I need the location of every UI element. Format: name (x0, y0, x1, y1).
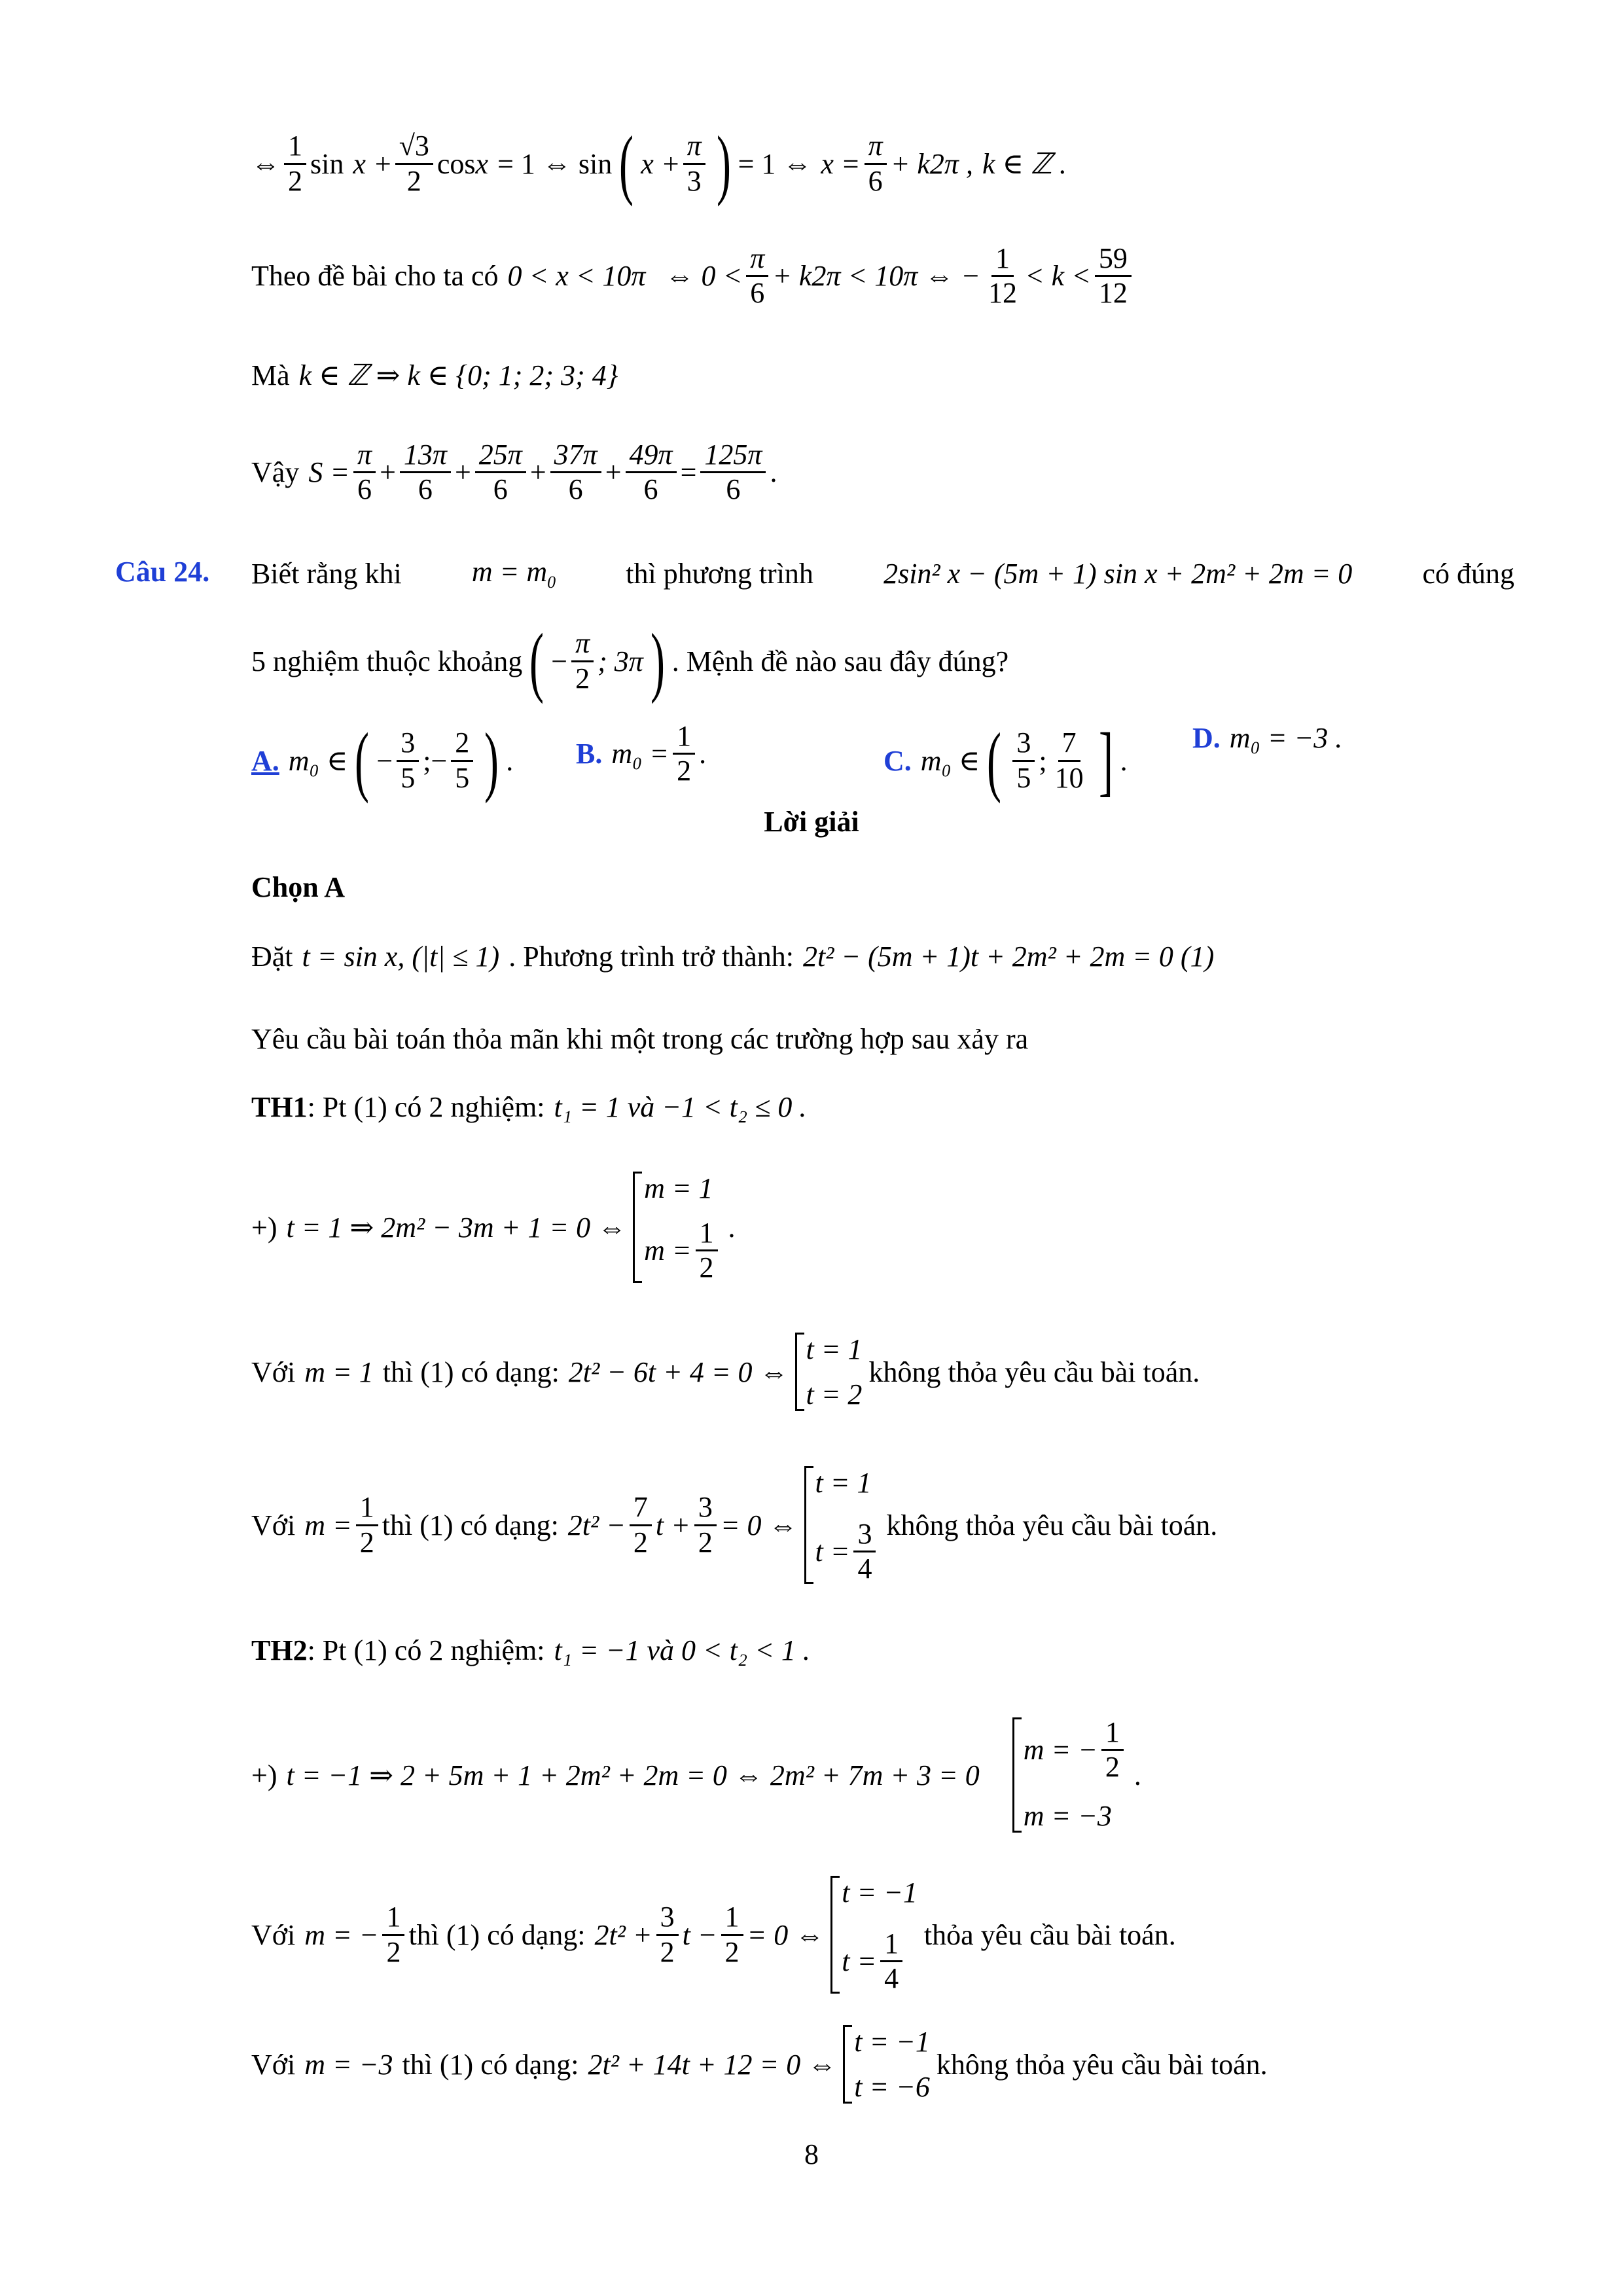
solution-line-2: Yêu cầu bài toán thỏa mãn khi một trong các trường hợp sau xảy ra (251, 1023, 1029, 1055)
case-2-a: +) t = −1 ⇒ 2 + 5m + 1 + 2m² + 2m = 0 ⇔ 2m² + 7m + 3 = 0 m = − $\frac{1}{2}$ m = −3 . (251, 1716, 1141, 1832)
equation-line-4: Vậy S = $\frac{\pi}{6}$ + $\frac{13\pi}{6}$ + $\frac{25\pi}{6}$ + $\frac{37\pi}{6}$ + $\frac{49\pi}{6}$ = $\frac{125\pi}{6}$ . (251, 439, 777, 506)
question-label: Câu 24. (115, 556, 210, 588)
option-a[interactable]: A. m₀ ∈ ( − $\frac{3}{5}$ ;− $\frac{2}{5}$ ) . (251, 717, 514, 804)
equiv-symbol: ⇔ (251, 147, 280, 180)
question-line-1: Biết rằng khi $m = m_0$ thì phương trình 2sin² x − (5m + 1) sin x + 2m² + 2m = 0 có đúng (251, 556, 1514, 592)
case-1-a: +) t = 1 ⇒ 2m² − 3m + 1 = 0 ⇔ m = 1 m = $\frac{1}{2}$ . (251, 1172, 736, 1283)
solution-title: Lời giải (764, 806, 859, 838)
option-b[interactable]: B. m₀ = $\frac{1}{2}$ . (576, 720, 707, 787)
case-1: TH1 : Pt (1) có 2 nghiệm: t₁ = 1 và −1 < t₂ ≤ 0 . (251, 1091, 807, 1123)
page-number: 8 (804, 2138, 819, 2170)
fraction: $\frac{59}{12}$ (1095, 243, 1132, 308)
case-1-b: Với m = 1 thì (1) có dạng: 2t² − 6t + 4 = 0 ⇔ t = 1 t = 2 không thỏa yêu cầu bài toán. (251, 1333, 1200, 1410)
case-2-b: Với m = − $\frac{1}{2}$ thì (1) có dạng: 2t² + $\frac{3}{2}$ t − $\frac{1}{2}$ = 0 ⇔ t = −1 t = $\frac{1}{4}$ thỏa yêu cầu bài toán. (251, 1876, 1176, 1994)
fraction: $\frac{\pi}{6}$ (865, 131, 887, 196)
case-1-c: Với m = $\frac{1}{2}$ thì (1) có dạng: 2t² − $\frac{7}{2}$ t + $\frac{3}{2}$ = 0 ⇔ t = 1 t = $\frac{3}{4}$ không thỏa yêu cầu bài toán. (251, 1467, 1218, 1585)
equation-line-1: ⇔ $\frac{1}{2}$ sin x + $\frac{√3}{2}$ cos x = 1 ⇔ sin ( x + $\frac{\pi}{3}$ ) = 1 ⇔ x = $\frac{\pi}{6}$ + k2π , k ∈ ℤ . (251, 120, 1067, 207)
equation-line-2: Theo đề bài cho ta có 0 < x < 10π ⇔ 0 < $\frac{\pi}{6}$ + k2π < 10π ⇔ − $\frac{1}{12}$ < k < $\frac{59}{12}$ (251, 243, 1135, 308)
question-line-2: 5 nghiệm thuộc khoảng ( − $\frac{\pi}{2}$ ; 3π ) . Mệnh đề nào sau đây đúng? (251, 617, 1009, 704)
equation-line-3: Mà k ∈ ℤ ⇒ k ∈ {0; 1; 2; 3; 4} (251, 359, 618, 391)
fraction: $\frac{√3}{2}$ (395, 131, 433, 196)
choice: Chọn A (251, 871, 346, 903)
case-2: TH2 : Pt (1) có 2 nghiệm: t₁ = −1 và 0 < t₂ < 1 . (251, 1634, 810, 1666)
case-2-c: Với m = −3 thì (1) có dạng: 2t² + 14t + 12 = 0 ⇔ t = −1 t = −6 không thỏa yêu cầu bài toán. (251, 2026, 1268, 2103)
fraction: $\frac{1}{12}$ (988, 242, 1017, 310)
option-d[interactable]: D. m₀ = −3 . (1192, 722, 1343, 754)
option-c[interactable]: C. m₀ ∈ ( $\frac{3}{5}$ ; $\frac{7}{10}$ ] . (883, 717, 1128, 804)
fraction: $\frac{1}{2}$ (284, 131, 306, 196)
solution-line-1: Đặt t = sin x, (|t| ≤ 1) . Phương trình trở thành: 2t² − (5m + 1)t + 2m² + 2m = 0 (1) (251, 941, 1215, 973)
fraction: $\frac{\pi}{6}$ (746, 243, 768, 308)
fraction: $\frac{\pi}{3}$ (683, 131, 705, 196)
